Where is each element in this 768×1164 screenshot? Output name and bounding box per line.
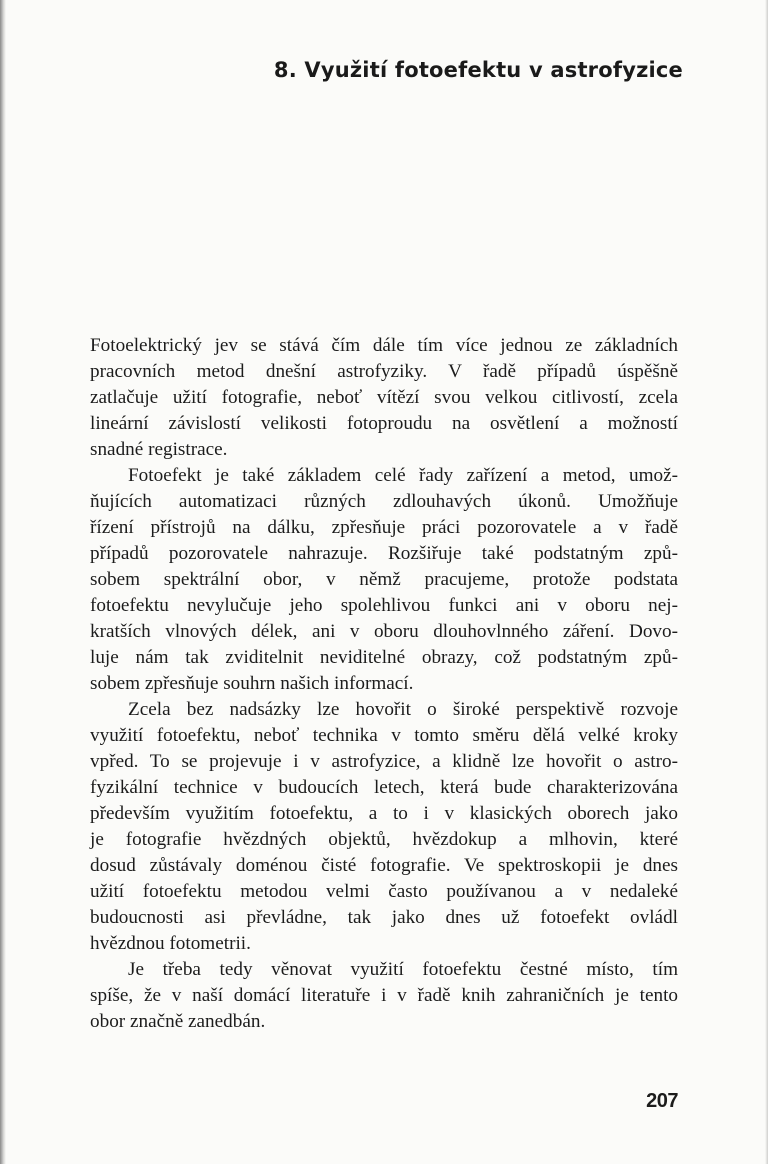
- text-line: ňujících automatizaci různých zdlouhavých úkonů. Umožňuje: [90, 491, 678, 512]
- text-line: vpřed. To se projevuje i v astrofyzice, a klidně lze hovořit o astro-: [90, 751, 678, 772]
- text-line: obor značně zanedbán.: [90, 1011, 266, 1032]
- text-line: využití fotoefektu, neboť technika v tomto směru dělá velké kroky: [90, 725, 678, 746]
- text-line: Fotoefekt je také základem celé řady zařízení a metod, umož-: [128, 465, 678, 486]
- page-number: 207: [646, 1090, 678, 1112]
- text-line: užití fotoefektu metodou velmi často používanou a v nedaleké: [90, 881, 678, 902]
- text-line: Je třeba tedy věnovat využití fotoefektu čestné místo, tím: [128, 959, 678, 980]
- page-binding-shadow: [0, 0, 6, 1164]
- text-line: fyzikální technice v budoucích letech, která bude charakterizována: [90, 777, 678, 798]
- chapter-title: 8. Využití fotoefektu v astrofyzice: [273, 58, 683, 82]
- body-text: [90, 333, 678, 1035]
- text-line: zatlačuje užití fotografie, neboť vítězí svou velkou citlivostí, zcela: [90, 387, 678, 408]
- text-line: lineární závislostí velikosti fotoproudu na osvětlení a možností: [90, 413, 678, 434]
- text-line: především využitím fotoefektu, a to i v klasických oborech jako: [90, 803, 678, 824]
- text-line: sobem zpřesňuje souhrn našich informací.: [90, 673, 414, 694]
- paragraph: [90, 463, 678, 697]
- text-line: fotoefektu nevylučuje jeho spolehlivou funkci ani v oboru nej-: [90, 595, 678, 616]
- paragraph: [90, 957, 678, 1035]
- text-line: hvězdnou fotometrii.: [90, 933, 251, 954]
- text-line: případů pozorovatele nahrazuje. Rozšiřuje také podstatným způ-: [90, 543, 678, 564]
- text-line: pracovních metod dnešní astrofyziky. V řadě případů úspěšně: [90, 361, 678, 382]
- text-line: Fotoelektrický jev se stává čím dále tím více jednou ze základních: [90, 335, 678, 356]
- text-line: snadné registrace.: [90, 439, 228, 460]
- text-line: luje nám tak zviditelnit neviditelné obrazy, což podstatným způ-: [90, 647, 678, 668]
- text-line: řízení přístrojů na dálku, zpřesňuje práci pozorovatele a v řadě: [90, 517, 678, 538]
- text-line: spíše, že v naší domácí literatuře i v řadě knih zahraničních je tento: [90, 985, 678, 1006]
- text-line: dosud zůstávaly doménou čisté fotografie. Ve spektroskopii je dnes: [90, 855, 678, 876]
- text-line: sobem spektrální obor, v němž pracujeme, protože podstata: [90, 569, 678, 590]
- text-line: je fotografie hvězdných objektů, hvězdokup a mlhovin, které: [90, 829, 678, 850]
- paragraph: [90, 697, 678, 957]
- text-line: kratších vlnových délek, ani v oboru dlouhovlnného záření. Dovo-: [90, 621, 678, 642]
- text-line: Zcela bez nadsázky lze hovořit o široké perspektivě rozvoje: [128, 699, 678, 720]
- text-line: budoucnosti asi převládne, tak jako dnes už fotoefekt ovládl: [90, 907, 678, 928]
- paragraph: [90, 333, 678, 463]
